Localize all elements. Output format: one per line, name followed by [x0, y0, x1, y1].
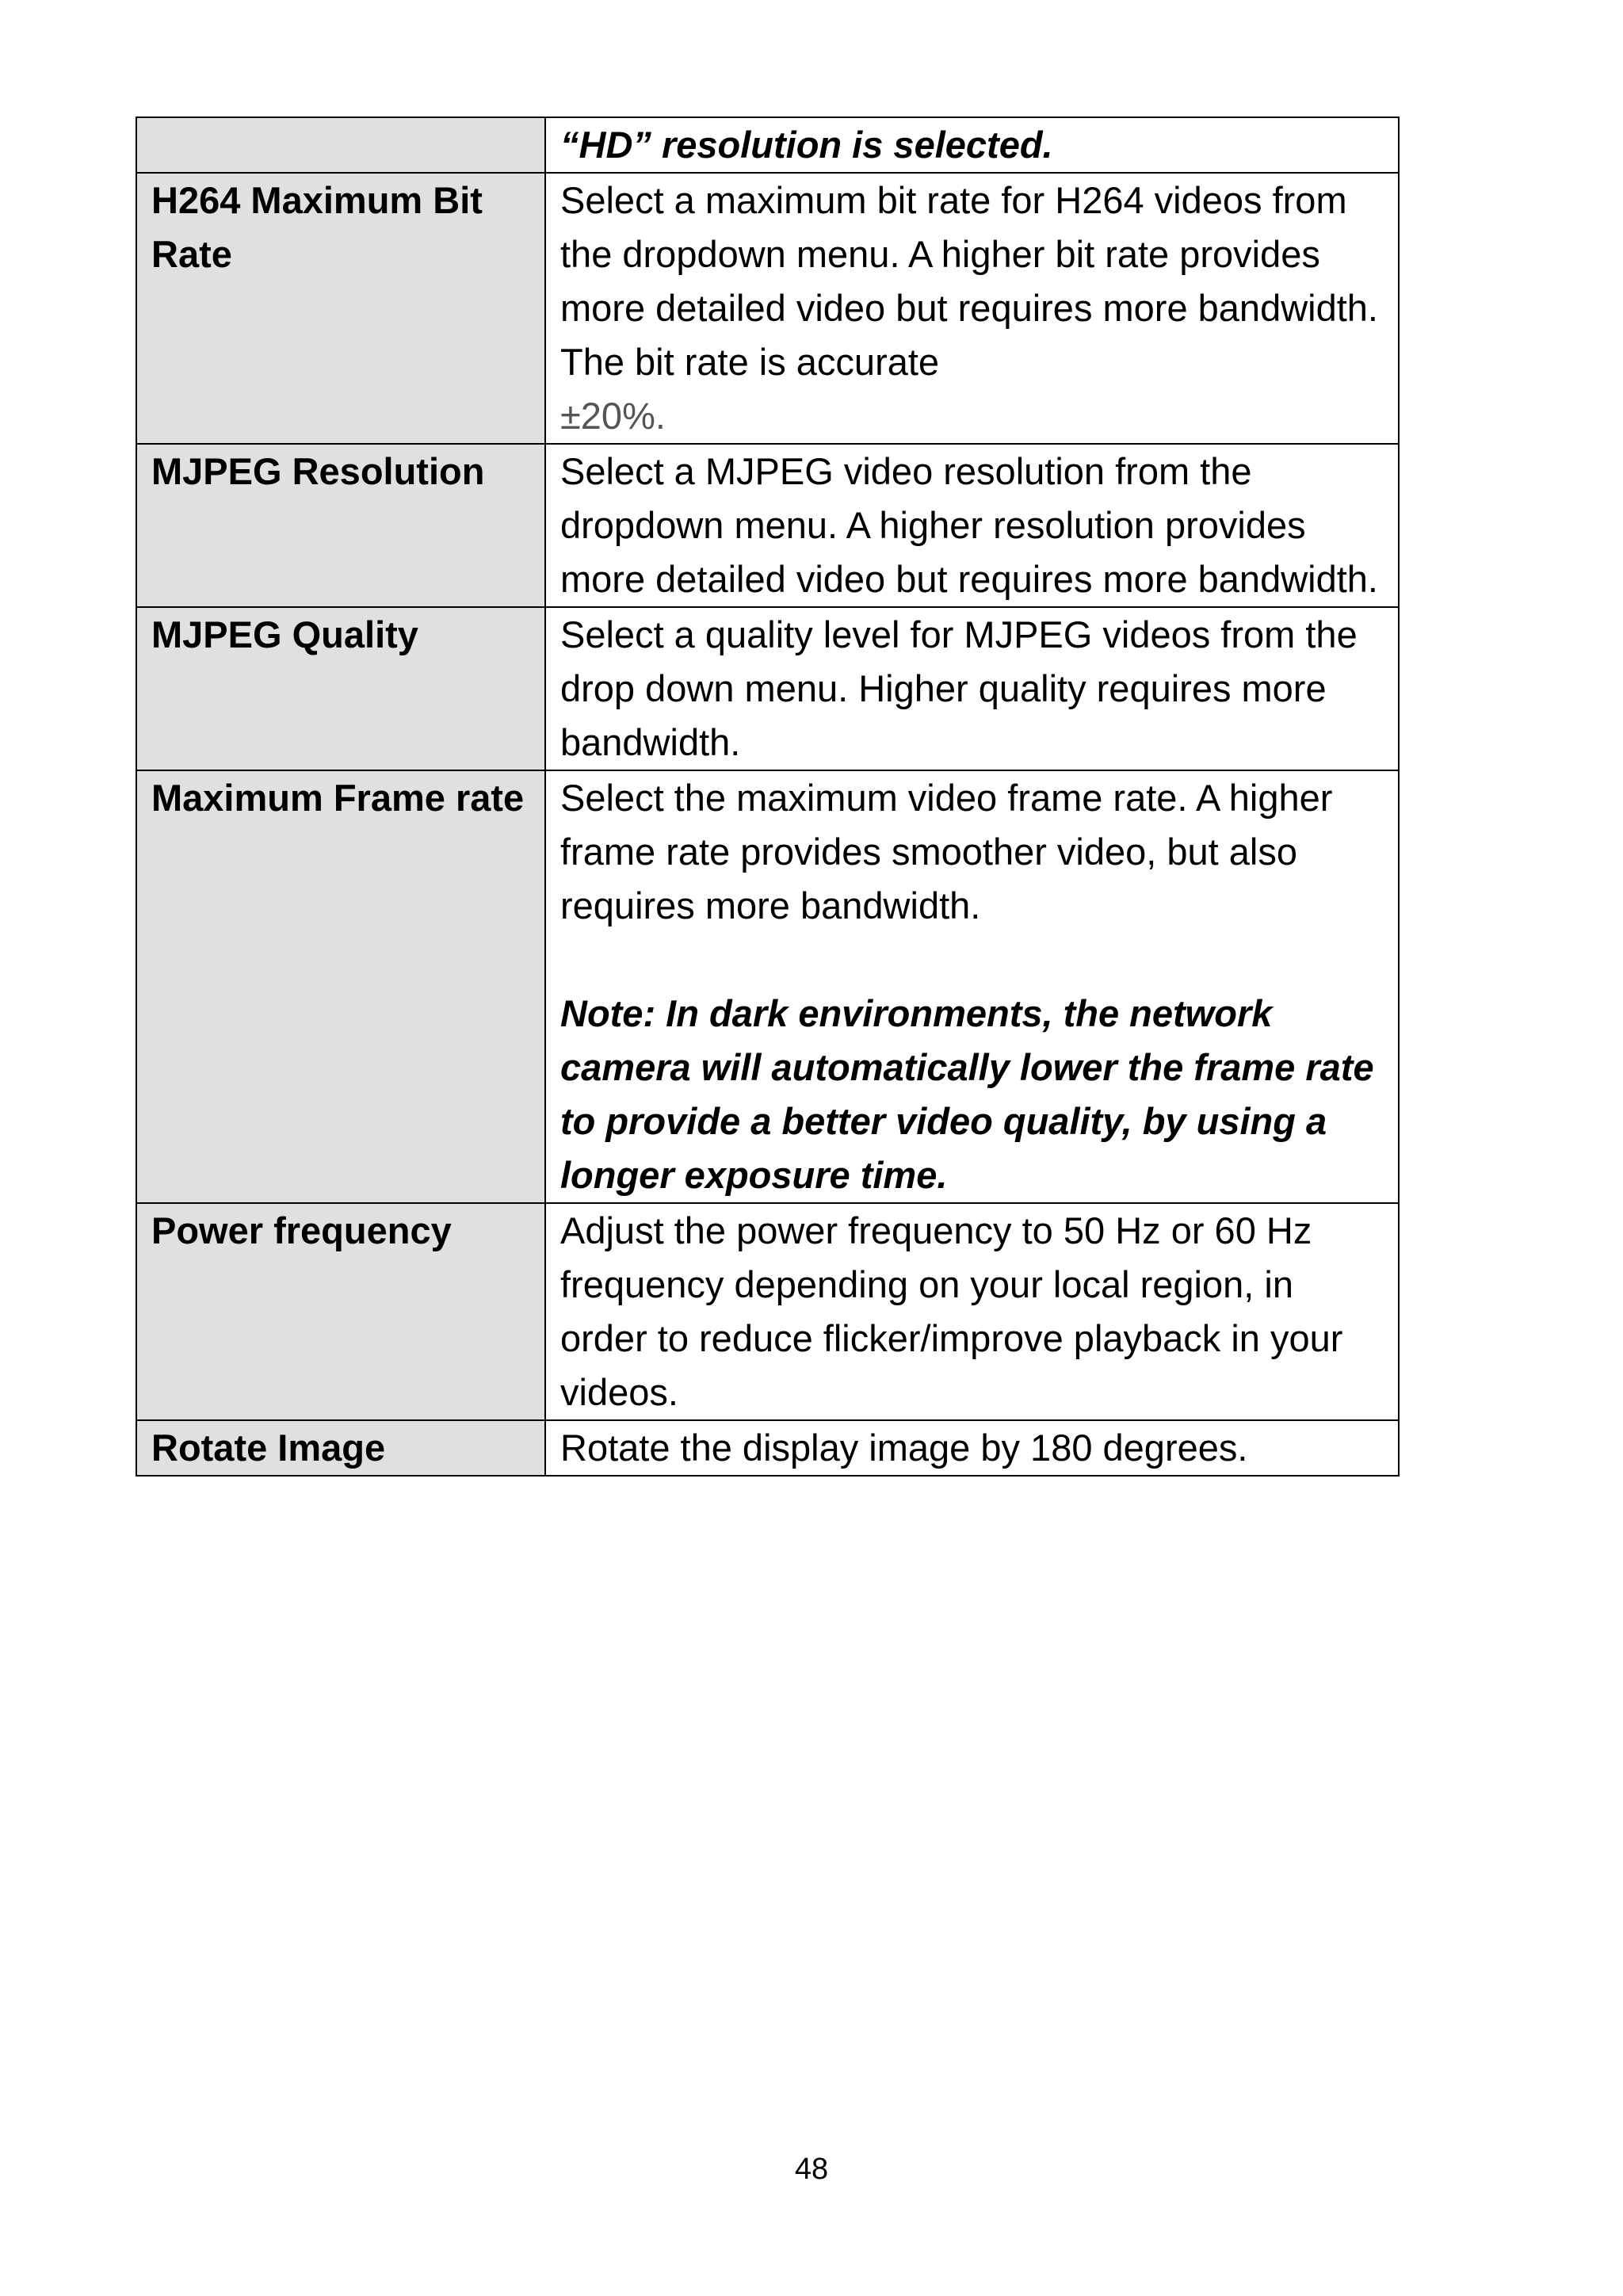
page-number: 48 [794, 2153, 829, 2186]
description-text: Select a maximum bit rate for H264 videos from the dropdown menu. A higher bit rate provides more detailed video but requires more bandwidth. The bit rate is accurate [560, 179, 1378, 383]
table-row [136, 607, 1399, 770]
table-row [136, 770, 1399, 1203]
setting-label: MJPEG Quality [136, 607, 545, 770]
table-row [136, 1420, 1399, 1476]
table-row [136, 444, 1399, 607]
table-row [136, 1203, 1399, 1420]
setting-label [136, 117, 545, 173]
setting-description [545, 173, 1399, 444]
setting-description: Select a MJPEG video resolution from the dropdown menu. A higher resolution provides more detailed video but requires more bandwidth. [545, 444, 1399, 607]
setting-description [545, 770, 1399, 1203]
setting-label: Maximum Frame rate [136, 770, 545, 1203]
setting-label: H264 Maximum Bit Rate [136, 173, 545, 444]
table-row [136, 173, 1399, 444]
setting-description [545, 117, 1399, 173]
description-text: Select the maximum video frame rate. A higher frame rate provides smoother video, but also requires more bandwidth. [560, 777, 1333, 926]
settings-table [136, 117, 1400, 1477]
setting-description: Select a quality level for MJPEG videos from the drop down menu. Higher quality requires more bandwidth. [545, 607, 1399, 770]
continued-description: “HD” resolution is selected. [560, 124, 1053, 166]
setting-description: Adjust the power frequency to 50 Hz or 60 Hz frequency depending on your local region, in order to reduce flicker/improve playback in your videos. [545, 1203, 1399, 1420]
setting-label: MJPEG Resolution [136, 444, 545, 607]
note-text: Note: In dark environments, the network camera will automatically lower the frame rate to provide a better video quality, by using a longer exposure time. [560, 992, 1374, 1196]
table-row [136, 117, 1399, 173]
description-tolerance: ±20%. [560, 395, 666, 437]
setting-label: Rotate Image [136, 1420, 545, 1476]
setting-label: Power frequency [136, 1203, 545, 1420]
setting-description: Rotate the display image by 180 degrees. [545, 1420, 1399, 1476]
